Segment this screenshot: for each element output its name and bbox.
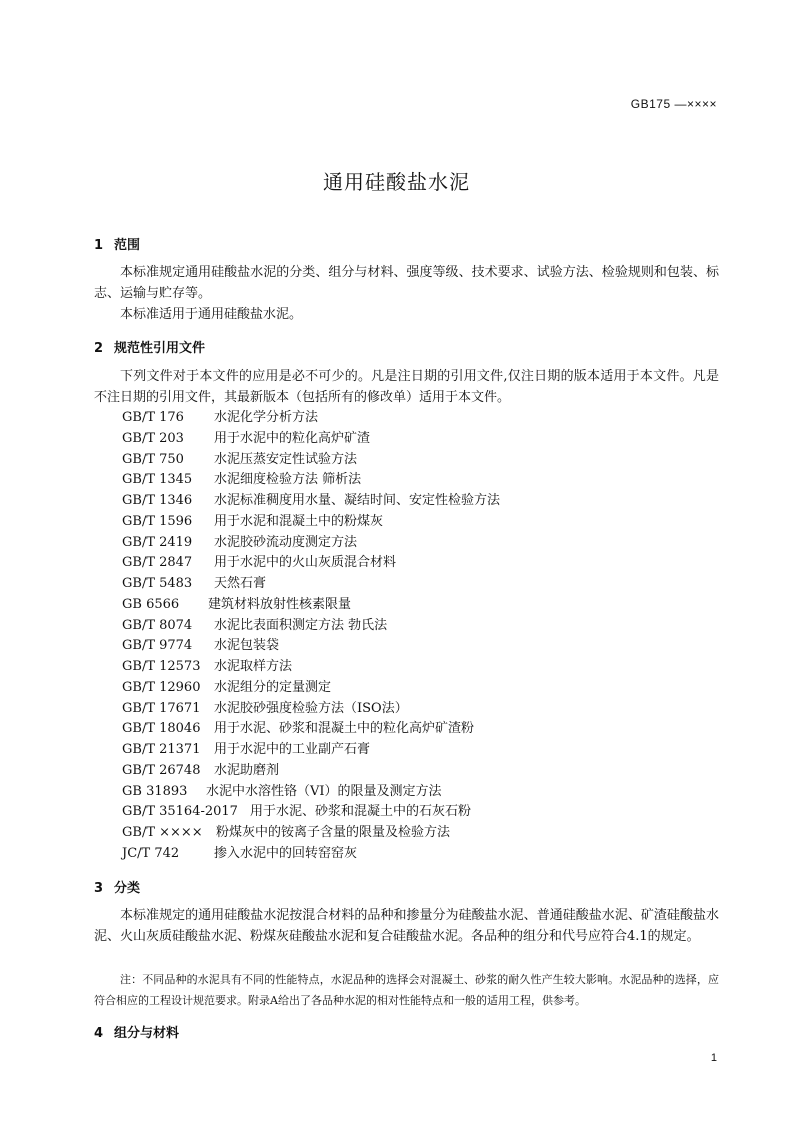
reference-item	[122, 782, 500, 803]
page-title: 通用硅酸盐水泥	[323, 170, 470, 194]
section-title: 范围	[114, 238, 141, 253]
reference-code: GB/T 203	[122, 430, 184, 446]
reference-item	[122, 657, 500, 678]
reference-title: 用于水泥中的粒化高炉矿渣	[214, 430, 371, 446]
reference-item	[122, 450, 500, 471]
reference-title: 水泥细度检验方法 筛析法	[214, 472, 362, 488]
reference-title: 水泥压蒸安定性试验方法	[214, 451, 358, 467]
scope-paragraph-1: 本标准规定通用硅酸盐水泥的分类、组分与材料、强度等级、技术要求、试验方法、检验规则和包装、标志、运输与贮存等。	[94, 265, 719, 301]
reference-title: 水泥比表面积测定方法 勃氏法	[214, 617, 388, 633]
reference-title: 水泥中水溶性铬（VI）的限量及测定方法	[206, 783, 442, 799]
reference-item	[122, 533, 500, 554]
reference-title: 水泥包装袋	[214, 638, 280, 654]
reference-code: GB/T 35164-2017	[122, 804, 238, 820]
reference-code: GB/T 176	[122, 410, 184, 425]
section-heading-scope	[94, 234, 140, 253]
reference-code: GB/T ××××	[122, 825, 203, 840]
reference-title: 掺入水泥中的回转窑窑灰	[214, 845, 358, 861]
reference-item	[122, 740, 500, 761]
reference-code: GB/T 750	[122, 451, 184, 467]
reference-title: 用于水泥、砂浆和混凝土中的粒化高炉矿渣粉	[214, 721, 475, 737]
reference-item	[122, 761, 500, 782]
reference-code: GB/T 2419	[122, 534, 193, 550]
reference-code: GB/T 1346	[122, 493, 193, 508]
reference-item	[122, 470, 500, 491]
reference-code: GB/T 12960	[122, 679, 201, 695]
reference-code: GB/T 1345	[122, 472, 193, 488]
classification-note: 注：不同品种的水泥具有不同的性能特点，水泥品种的选择会对混凝土、砂浆的耐久性产生较大影响。水泥品种的选择，应符合相应的工程设计规范要求。附录A给出了各品种水泥的相对性能特点和一般的适用工程，供参考。	[94, 973, 719, 1007]
reference-item	[122, 844, 500, 865]
section-heading-normative-references	[94, 337, 205, 356]
reference-title: 天然石膏	[214, 576, 267, 591]
section-number: 4	[94, 1026, 104, 1041]
reference-code: GB/T 21371	[122, 742, 201, 757]
page-number: 1	[710, 1052, 717, 1064]
reference-code: GB/T 18046	[122, 721, 201, 737]
reference-item	[122, 491, 500, 512]
reference-title: 水泥标准稠度用水量、凝结时间、安定性检验方法	[214, 493, 501, 508]
section-title: 规范性引用文件	[114, 341, 206, 356]
reference-item	[122, 678, 500, 699]
classification-paragraph: 本标准规定的通用硅酸盐水泥按混合材料的品种和掺量分为硅酸盐水泥、普通硅酸盐水泥、矿渣硅酸盐水泥、火山灰质硅酸盐水泥、粉煤灰硅酸盐水泥和复合硅酸盐水泥。各品种的组分和代号应符合4.1的规定。	[94, 908, 719, 944]
reference-item	[122, 574, 500, 595]
reference-title: 粉煤灰中的铵离子含量的限量及检验方法	[216, 825, 451, 840]
section-title: 组分与材料	[114, 1026, 180, 1041]
reference-title: 水泥化学分析方法	[214, 410, 319, 425]
reference-item	[122, 429, 500, 450]
reference-title: 水泥胶砂强度检验方法（ISO法）	[214, 700, 408, 716]
reference-code: GB/T 17671	[122, 700, 201, 716]
reference-code: GB 31893	[122, 783, 188, 799]
section-number: 2	[94, 341, 104, 356]
reference-title: 用于水泥和混凝土中的粉煤灰	[214, 513, 384, 529]
reference-item	[122, 802, 500, 823]
reference-code: GB/T 8074	[122, 617, 193, 633]
reference-code: GB/T 12573	[122, 659, 201, 674]
reference-code: GB 6566	[122, 596, 180, 612]
reference-item	[122, 636, 500, 657]
reference-title: 水泥取样方法	[214, 659, 293, 674]
reference-title: 水泥助磨剂	[214, 762, 280, 778]
reference-item	[122, 408, 500, 429]
reference-item	[122, 595, 500, 616]
reference-title: 水泥胶砂流动度测定方法	[214, 534, 358, 550]
reference-title: 建筑材料放射性核素限量	[208, 596, 352, 612]
reference-item	[122, 719, 500, 740]
document-code: GB175 —××××	[630, 97, 717, 111]
scope-paragraph-2: 本标准适用于通用硅酸盐水泥。	[120, 307, 303, 322]
reference-title: 水泥组分的定量测定	[214, 679, 332, 695]
reference-code: GB/T 26748	[122, 762, 201, 778]
reference-title: 用于水泥、砂浆和混凝土中的石灰石粉	[250, 804, 472, 820]
section-heading-classification	[94, 877, 140, 896]
reference-item	[122, 823, 500, 844]
section-heading-components-materials	[94, 1022, 179, 1041]
reference-code: JC/T 742	[122, 845, 180, 861]
reference-item	[122, 553, 500, 574]
section-number: 1	[94, 238, 104, 253]
references-intro-paragraph: 下列文件对于本文件的应用是必不可少的。凡是注日期的引用文件,仅注日期的版本适用于本文件。凡是不注日期的引用文件，其最新版本（包括所有的修改单）适用于本文件。	[94, 369, 719, 405]
reference-code: GB/T 1596	[122, 513, 193, 529]
reference-code: GB/T 5483	[122, 576, 193, 591]
reference-item	[122, 512, 500, 533]
reference-item	[122, 699, 500, 720]
reference-code: GB/T 2847	[122, 555, 193, 571]
section-title: 分类	[114, 881, 141, 896]
reference-title: 用于水泥中的火山灰质混合材料	[214, 555, 397, 571]
reference-list	[122, 408, 500, 865]
reference-item	[122, 616, 500, 637]
reference-code: GB/T 9774	[122, 638, 193, 654]
section-number: 3	[94, 881, 104, 896]
reference-title: 用于水泥中的工业副产石膏	[214, 742, 371, 757]
